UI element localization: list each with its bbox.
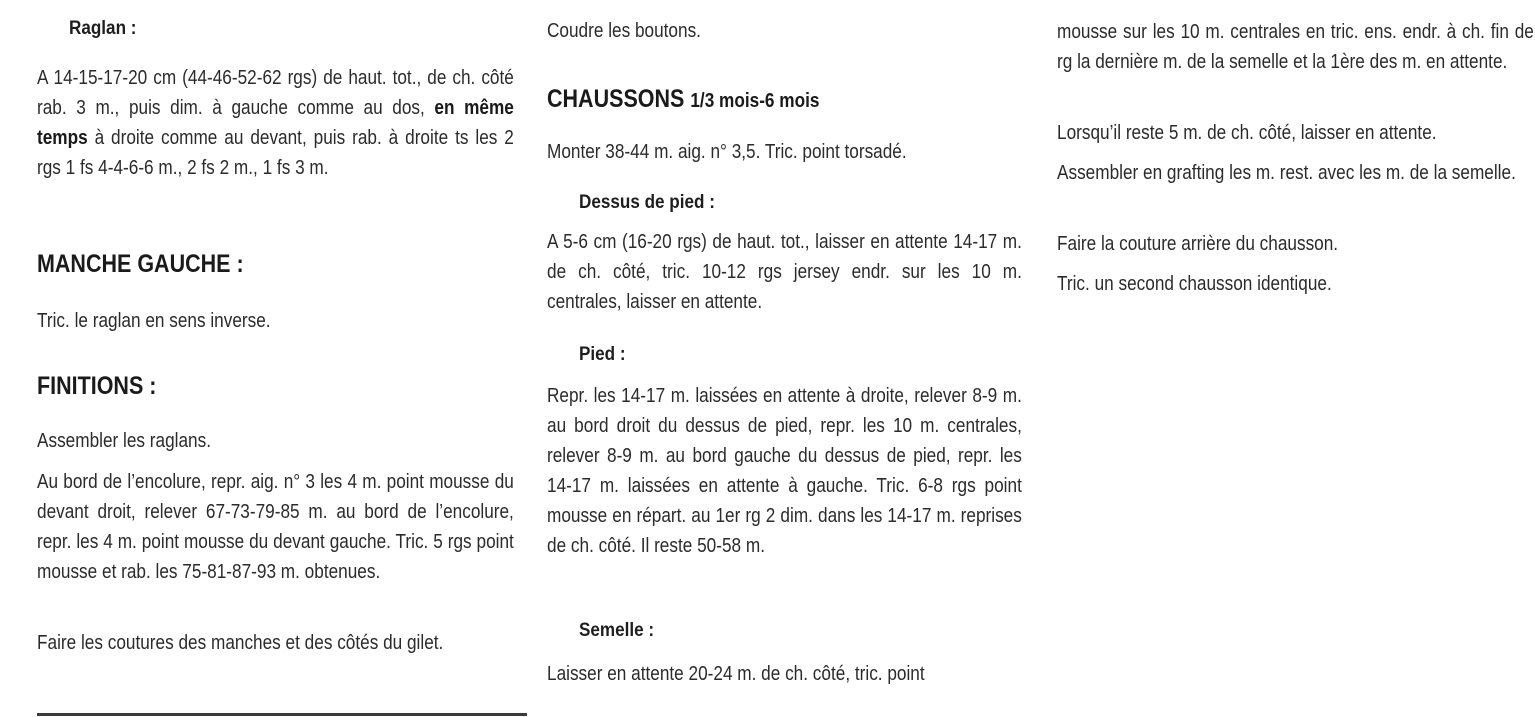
chaussons-age-range: 1/3 mois-6 mois	[690, 90, 820, 112]
finitions-paragraph-3: Faire les coutures des manches et des côtés du gilet.	[37, 632, 444, 654]
finitions-paragraph-2: Au bord de l’encolure, repr. aig. n° 3 les 4 m. point mousse du devant droit, relever 67-73-79-85 m. au bord de l’encolure, repr. les 4 m. point mousse du devant gauche. Tric. 5 rgs point mousse et rab. les 75-81-87-93 m. obtenues.	[37, 471, 514, 583]
second-chausson-text: Tric. un second chausson identique.	[1057, 273, 1332, 295]
dessus-de-pied-text: A 5-6 cm (16-20 rgs) de haut. tot., laisser en attente 14-17 m. de ch. côté, tric. 10-12 rgs jersey endr. sur les 10 m. centrales, laisser en attente.	[547, 231, 1022, 313]
semelle-text: Laisser en attente 20-24 m. de ch. côté, tric. point	[547, 663, 925, 685]
grafting-text: Assembler en grafting les m. rest. avec les m. de la semelle.	[1057, 162, 1516, 184]
couture-arriere-text: Faire la couture arrière du chausson.	[1057, 233, 1339, 255]
pied-heading: Pied :	[579, 344, 626, 365]
semelle-continued-text: mousse sur les 10 m. centrales en tric. ens. endr. à ch. fin de rg la dernière m. de la semelle et la 1ère des m. en attente.	[1057, 21, 1534, 73]
coudre-boutons-text: Coudre les boutons.	[547, 20, 701, 42]
raglan-text-bold: en même temps	[37, 97, 514, 149]
pied-text: Repr. les 14-17 m. laissées en attente à droite, relever 8-9 m. au bord droit du dessus de pied, repr. les 10 m. centrales, relever 8-9 m. au bord gauche du dessus de pied, repr. les 14-17 m. laissées en attente à gauche. Tric. 6-8 rgs point mousse en répart. au 1er rg 2 dim. dans les 14-17 m. reprises de ch. côté. Il reste 50-58 m.	[547, 385, 1022, 557]
finitions-heading: FINITIONS :	[37, 372, 157, 400]
raglan-paragraph	[37, 63, 514, 183]
bottom-rule-divider	[37, 713, 527, 716]
manche-gauche-heading: MANCHE GAUCHE :	[37, 250, 244, 278]
monter-text: Monter 38-44 m. aig. n° 3,5. Tric. point torsadé.	[547, 141, 907, 163]
raglan-text-start: A 14-15-17-20 cm (44-46-52-62 rgs) de haut. tot., de ch. côté rab. 3 m., puis dim. à gauche comme au dos,	[37, 67, 514, 119]
semelle-heading: Semelle :	[579, 620, 655, 641]
raglan-heading: Raglan :	[69, 18, 137, 39]
chaussons-heading	[547, 84, 819, 116]
finitions-paragraph-1: Assembler les raglans.	[37, 430, 211, 452]
raglan-text-end: à droite comme au devant, puis rab. à droite ts les 2 rgs 1 fs 4-4-6-6 m., 2 fs 2 m., 1 fs 3 m.	[37, 127, 514, 179]
manche-gauche-text: Tric. le raglan en sens inverse.	[37, 310, 271, 332]
chaussons-title: CHAUSSONS	[547, 85, 685, 113]
dessus-de-pied-heading: Dessus de pied :	[579, 192, 715, 213]
laisser-en-attente-text: Lorsqu’il reste 5 m. de ch. côté, laisser en attente.	[1057, 122, 1437, 144]
